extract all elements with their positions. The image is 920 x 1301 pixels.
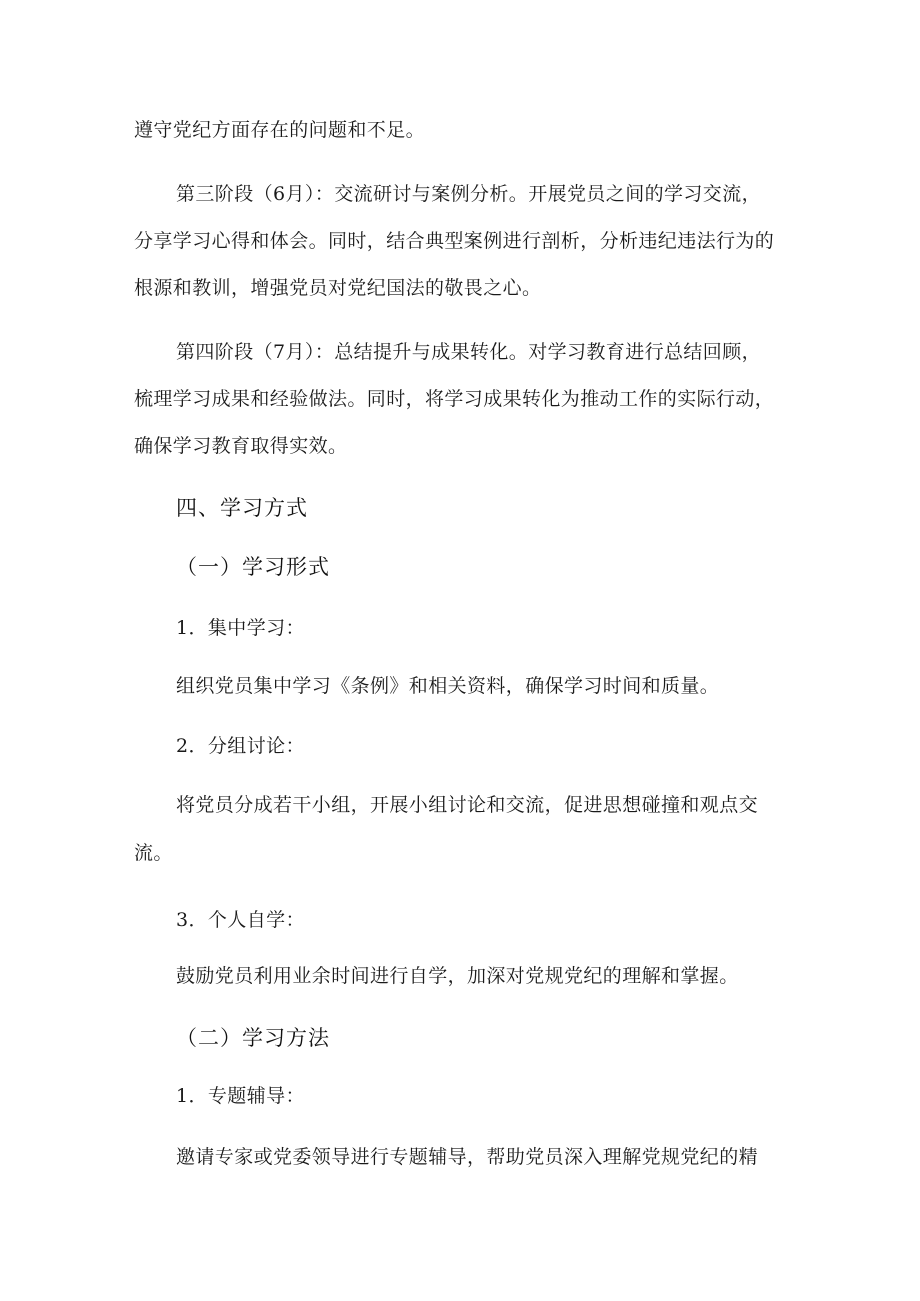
paragraph-line: 分享学习心得和体会。同时，结合典型案例进行剖析，分析违纪违法行为的 xyxy=(134,230,775,252)
item-title: 1．集中学习： xyxy=(176,617,305,639)
paragraph-line: 根源和教训，增强党员对党纪国法的敬畏之心。 xyxy=(134,277,542,299)
paragraph-line: 鼓励党员利用业余时间进行自学，加深对党规党纪的理解和掌握。 xyxy=(176,965,739,987)
subsection-heading: （二）学习方法 xyxy=(176,1026,330,1050)
section-heading: 四、学习方式 xyxy=(176,496,308,520)
paragraph-line: 组织党员集中学习《条例》和相关资料，确保学习时间和质量。 xyxy=(176,675,720,697)
paragraph-line: 第三阶段（6月）：交流研讨与案例分析。开展党员之间的学习交流， xyxy=(176,183,761,205)
item-title: 3．个人自学： xyxy=(176,909,305,931)
paragraph-line: 确保学习教育取得实效。 xyxy=(134,435,348,457)
subsection-heading: （一）学习形式 xyxy=(176,555,330,579)
paragraph-line: 邀请专家或党委领导进行专题辅导，帮助党员深入理解党规党纪的精 xyxy=(176,1146,759,1168)
paragraph-line: 遵守党纪方面存在的问题和不足。 xyxy=(134,119,426,141)
paragraph-line: 第四阶段（7月）：总结提升与成果转化。对学习教育进行总结回顾， xyxy=(176,341,761,363)
item-title: 1．专题辅导： xyxy=(176,1085,305,1107)
paragraph-line: 流。 xyxy=(134,842,173,864)
paragraph-line: 梳理学习成果和经验做法。同时，将学习成果转化为推动工作的实际行动， xyxy=(134,388,775,410)
paragraph-line: 将党员分成若干小组，开展小组讨论和交流，促进思想碰撞和观点交 xyxy=(176,794,759,816)
item-title: 2．分组讨论： xyxy=(176,735,305,757)
